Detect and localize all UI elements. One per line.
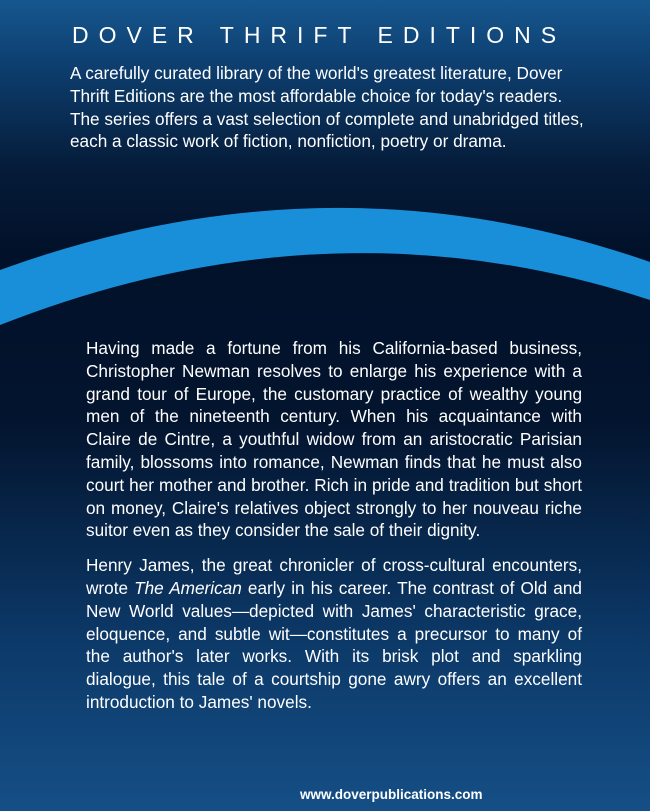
website-url: www.doverpublications.com <box>300 787 483 802</box>
para2-text-before: Henry James, the great chronicler of cross-cultural encounters, wrote <box>86 555 582 598</box>
book-title: The American <box>134 577 242 598</box>
series-title: DOVER THRIFT EDITIONS <box>72 22 567 48</box>
book-description <box>86 337 582 726</box>
para2-text-after: early in his career. The contrast of Old and New World values—depicted with James' characteristic grace, eloquence, and subtle wit—constitutes a precursor to many of the author's later works. With its brisk plot and sparkling dialogue, this tale of a courtship gone awry offers an excellent introduction to James' novels. <box>86 577 582 712</box>
series-intro: A carefully curated library of the world's greatest literature, Dover Thrift Editions are the most affordable choice for today's readers. The series offers a vast selection of complete and unabridged titles, each a classic work of fiction, nonfiction, poetry or drama. <box>70 63 584 152</box>
description-paragraph-1: Having made a fortune from his California-based business, Christopher Newman resolves to enlarge his experience with a grand tour of Europe, the customary practice of wealthy young men of the nineteenth century. When his acquaintance with Claire de Cintre, a youthful widow from an aristocratic Parisian family, blossoms into romance, Newman finds that he must also court her mother and brother. Rich in pride and tradition but short on money, Claire's relatives object strongly to her nouveau riche suitor even as they consider the sale of their dignity. <box>86 338 582 541</box>
description-paragraph-2 <box>86 554 582 714</box>
